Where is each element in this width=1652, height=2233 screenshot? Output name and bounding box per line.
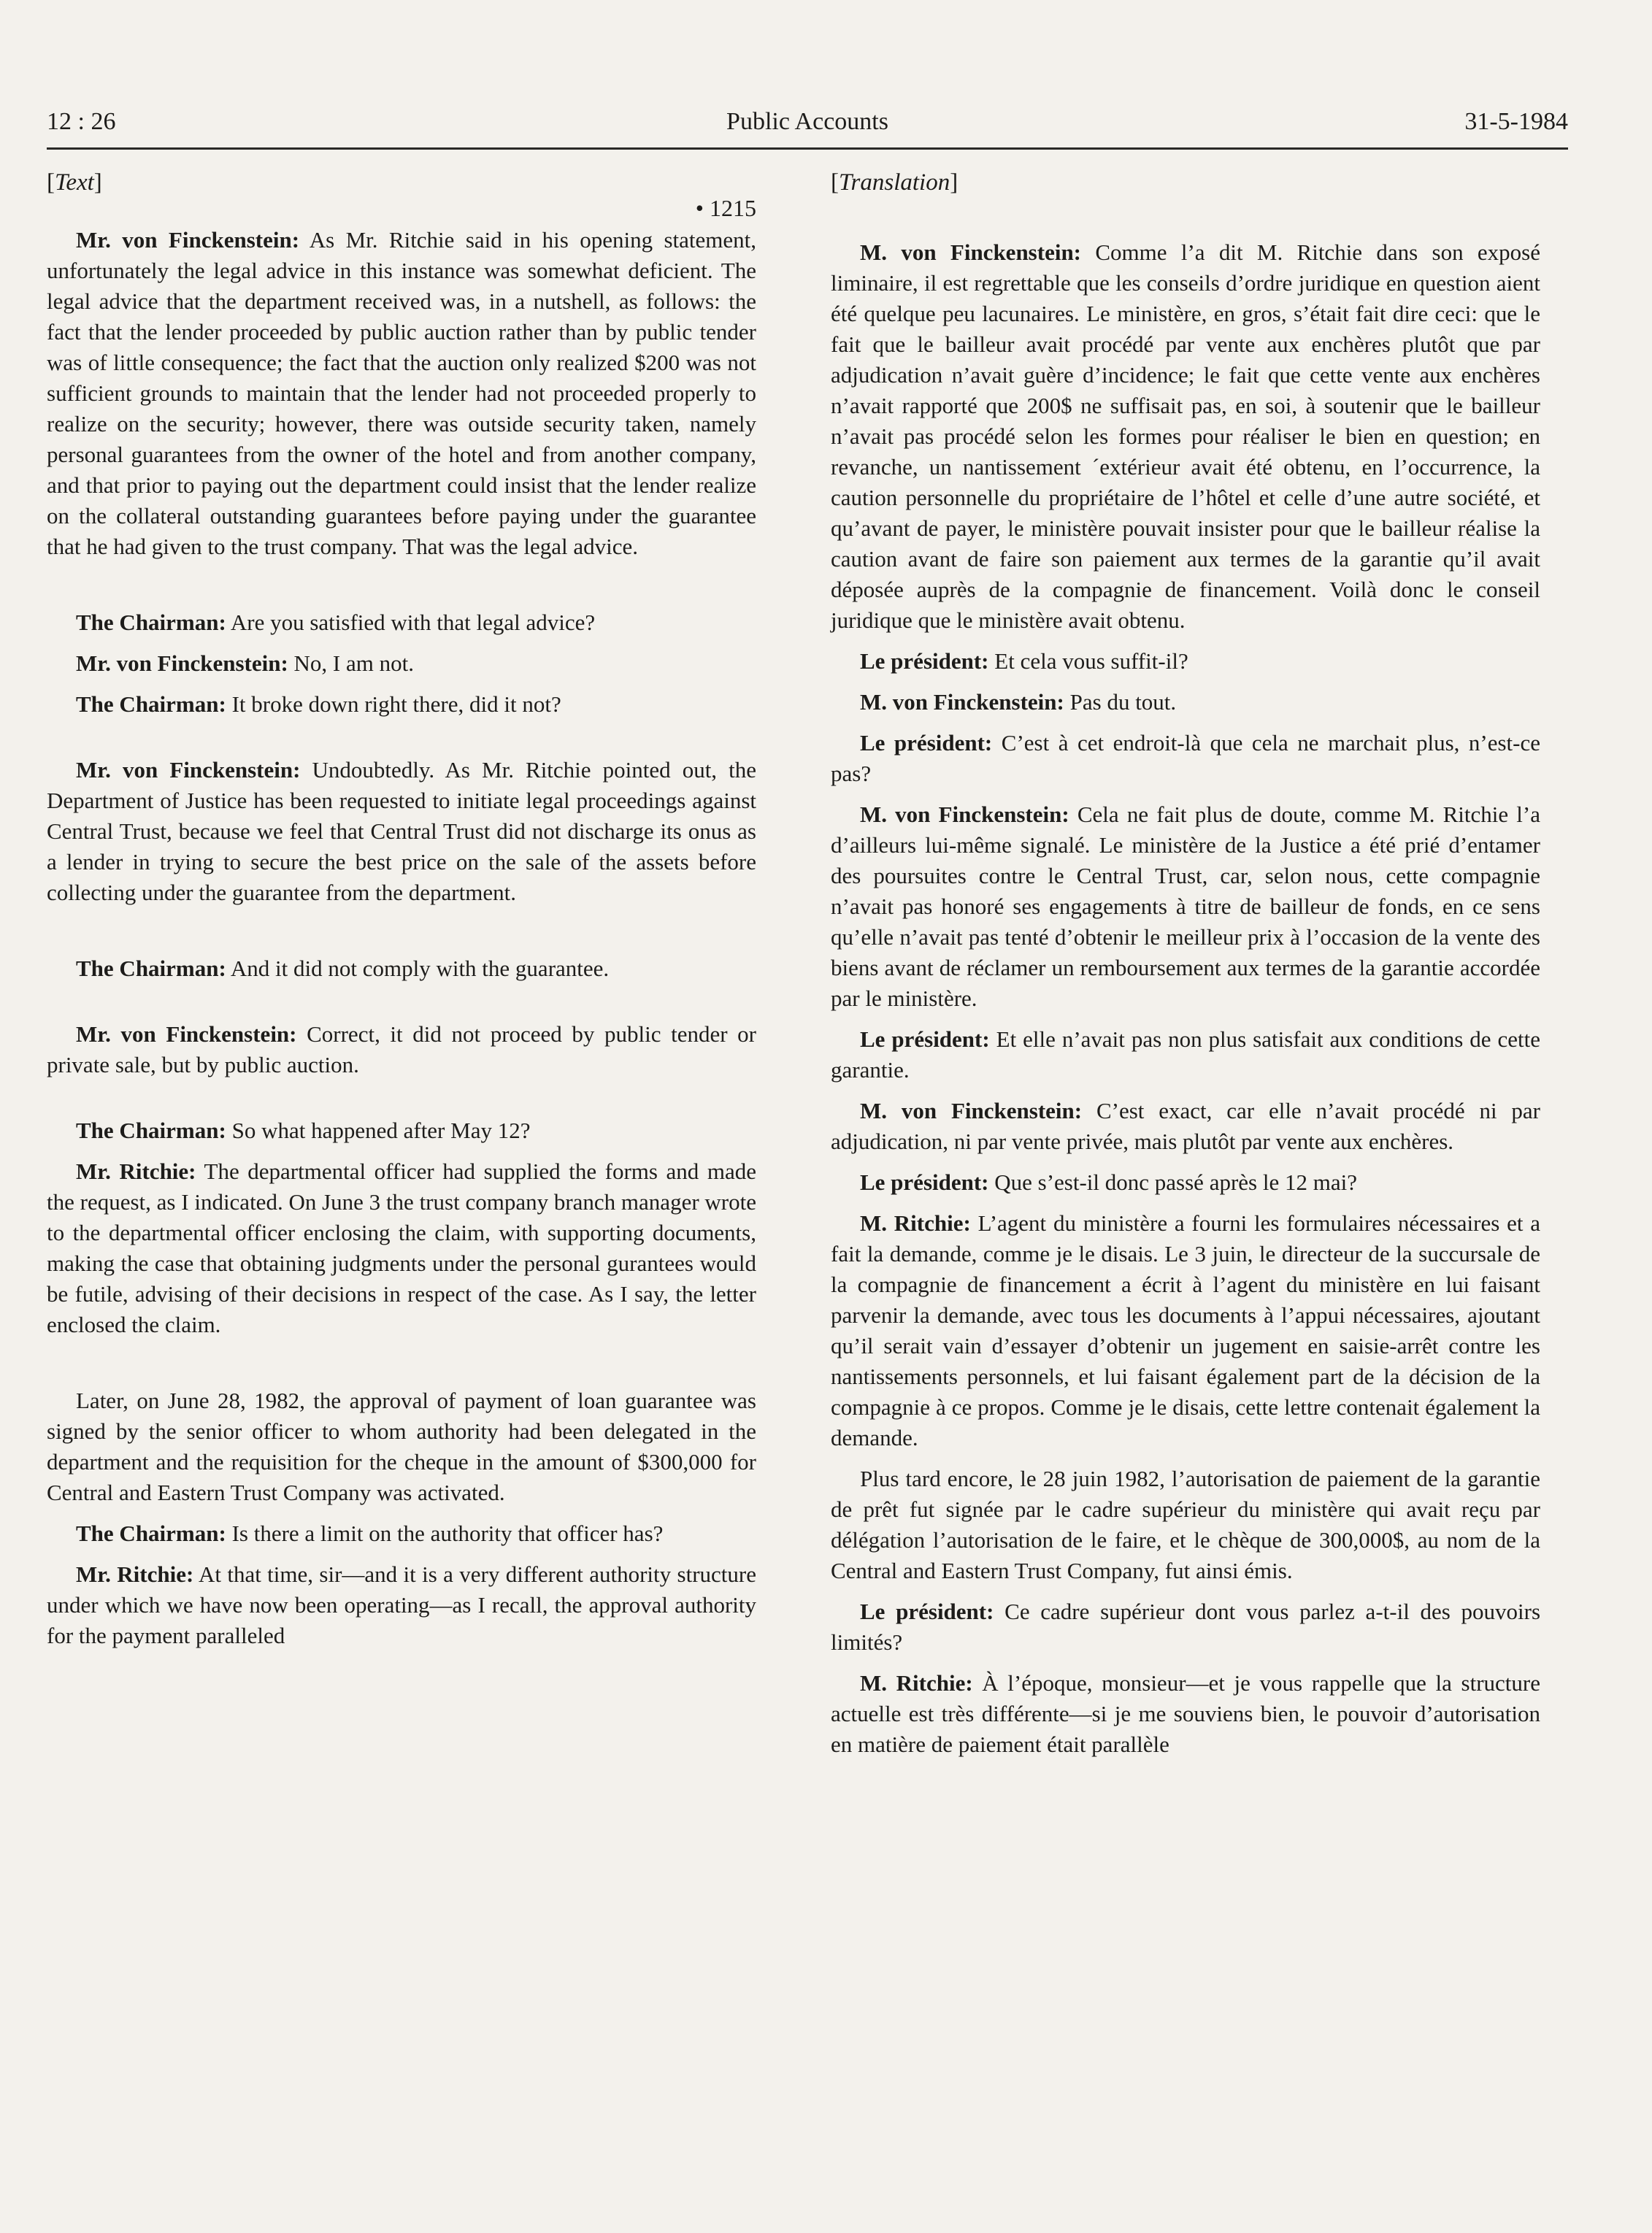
statement-paragraph: Le président: Que s’est-il donc passé après le 12 mai?	[860, 1169, 1357, 1195]
statement-paragraph: M. von Finckenstein: Cela ne fait plus de doute, comme M. Ritchie l’a d’ailleurs lui-même signalé. Le ministère de la Justice a été prié d’entamer des poursuites contre le Central Trust, car, selon nous, cette compagnie n’avait pas honoré ses engagements à titre de bailleur de fonds, en ce sens qu’elle n’avait pas tenté d’obtenir le meilleur prix à l’occasion de la vente des biens avant de réclamer un remboursement aux termes de la garantie accordée par le ministère.	[831, 802, 1540, 1011]
statement-paragraph: M. Ritchie: À l’époque, monsieur—et je vous rappelle que la structure actuelle est très différente—si je me souviens bien, le pouvoir d’autorisation en matière de paiement était parallèle	[831, 1670, 1541, 1757]
statement-paragraph: Le président: Et elle n’avait pas non plus satisfait aux conditions de cette garantie.	[831, 1026, 1541, 1083]
statement-paragraph: The Chairman: Is there a limit on the authority that officer has?	[76, 1521, 664, 1546]
session-date: 31-5-1984	[1464, 108, 1568, 135]
publication-title: Public Accounts	[726, 108, 888, 135]
page-number: 12 : 26	[47, 108, 116, 135]
statement-paragraph: Mr. von Finckenstein: As Mr. Ritchie said in his opening statement, unfortunately the legal advice in this instance was somewhat deficient. The legal advice that the department received was, in a nutshell, as follows: the fact that the lender proceeded by public auction rather than by public tender was of little consequence; the fact that the auction only realized $200 was not sufficient grounds to maintain that the lender had not proceeded properly to realize on the security; however, there was outside security taken, namely personal guarantees from the owner of the hotel and from another company, and that prior to paying out the department could insist that the lender realize on the collateral outstanding guarantees before paying under the guarantee that he had given to the trust company. That was the legal advice.	[47, 227, 757, 559]
time-marker: • 1215	[695, 195, 756, 221]
statement-paragraph: Later, on June 28, 1982, the approval of payment of loan guarantee was signed by the senior officer to whom authority had been delegated in the department and the requisition for the cheque in the amount of $300,000 for Central and Eastern Trust Company was activated.	[47, 1388, 756, 1505]
statement-paragraph: The Chairman: And it did not comply with the guarantee.	[76, 956, 610, 981]
statement-paragraph: Mr. Ritchie: At that time, sir—and it is a very different authority structure under which we have now been operating—as I recall, the approval authority for the payment paralleled	[47, 1561, 756, 1648]
statement-paragraph: M. von Finckenstein: Pas du tout.	[860, 689, 1177, 715]
statement-paragraph: Mr. Ritchie: The departmental officer had supplied the forms and made the request, as I indicated. On June 3 the trust company branch manager wrote to the departmental officer enclosing the claim, with supporting documents, making the case that obtaining judgments under the personal gurantees would be futile, advising of their decisions in respect of the case. As I say, the letter enclosed the claim.	[47, 1158, 756, 1337]
column-label-text: [Text]	[47, 169, 102, 196]
page-header	[47, 102, 1568, 150]
statement-paragraph: Mr. von Finckenstein: No, I am not.	[76, 650, 414, 676]
statement-paragraph: M. Ritchie: L’agent du ministère a fourni les formulaires nécessaires et a fait la demande, comme je le disais. Le 3 juin, le directeur de la succursale de la compagnie de financement a écrit à l’agent du ministère en lui faisant parvenir la demande, avec tous les documents à l’appui nécessaires, ajoutant qu’il serait vain d’essayer d’obtenir un jugement en saisie-arrêt contre les nantissements personnels, et lui faisant également part de la décision de la compagnie à ce propos. Comme je le disais, cette lettre contenait également la demande.	[831, 1210, 1541, 1450]
french-column	[831, 169, 1540, 1760]
statement-paragraph: The Chairman: So what happened after May 12?	[76, 1118, 531, 1143]
statement-paragraph: Mr. von Finckenstein: Undoubtedly. As Mr. Ritchie pointed out, the Department of Justice has been requested to initiate legal proceedings against Central Trust, because we feel that Central Trust did not discharge its onus as a lender in trying to secure the best price on the sale of the assets before collecting under the guarantee from the department.	[47, 757, 757, 905]
statement-paragraph: Le président: Et cela vous suffit-il?	[860, 648, 1188, 674]
statement-paragraph: Le président: Ce cadre supérieur dont vous parlez a-t-il des pouvoirs limités?	[831, 1599, 1541, 1655]
statement-paragraph: M. von Finckenstein: Comme l’a dit M. Ritchie dans son exposé liminaire, il est regrettable que les conseils d’ordre juridique en question aient été quelque peu lacunaires. Le ministère, en gros, s’était fait dire ceci: que le fait que le bailleur avait procédé par vente aux enchères plutôt que par adjudication n’avait guère d’incidence; le fait que cette vente aux enchères n’avait rapporté que 200$ ne suffisait pas, en soi, à soutenir que le bailleur n’avait pas procédé selon les formes pour réaliser le bien en question; en revanche, un nantissement ´extérieur avait été obtenu, en l’occurrence, la caution personnelle du propriétaire de l’hôtel et celle d’une autre société, et qu’avant de payer, le ministère pouvait insister pour que le bailleur réalise la caution avant de faire son paiement aux termes de la garantie qu’il avait déposée auprès de la compagnie de financement. Voilà donc le conseil juridique que le ministère avait obtenu.	[831, 239, 1540, 633]
column-label-translation: [Translation]	[831, 169, 958, 196]
english-column	[47, 169, 756, 1651]
statement-paragraph: The Chairman: Are you satisfied with that legal advice?	[76, 610, 596, 635]
statement-paragraph: Plus tard encore, le 28 juin 1982, l’autorisation de paiement de la garantie de prêt fut signée par le cadre supérieur du ministère qui avait reçu par délégation l’autorisation de le faire, et le chèque de 300,000$, au nom de la Central and Eastern Trust Company, fut ainsi émis.	[831, 1466, 1540, 1583]
statement-paragraph: Le président: C’est à cet endroit-là que cela ne marchait plus, n’est-ce pas?	[831, 730, 1541, 786]
statement-paragraph: M. von Finckenstein: C’est exact, car elle n’avait procédé ni par adjudication, ni par vente privée, mais plutôt par vente aux enchères.	[831, 1098, 1540, 1154]
statement-paragraph: The Chairman: It broke down right there, did it not?	[76, 691, 561, 717]
statement-paragraph: Mr. von Finckenstein: Correct, it did not proceed by public tender or private sale, but by public auction.	[47, 1021, 756, 1077]
